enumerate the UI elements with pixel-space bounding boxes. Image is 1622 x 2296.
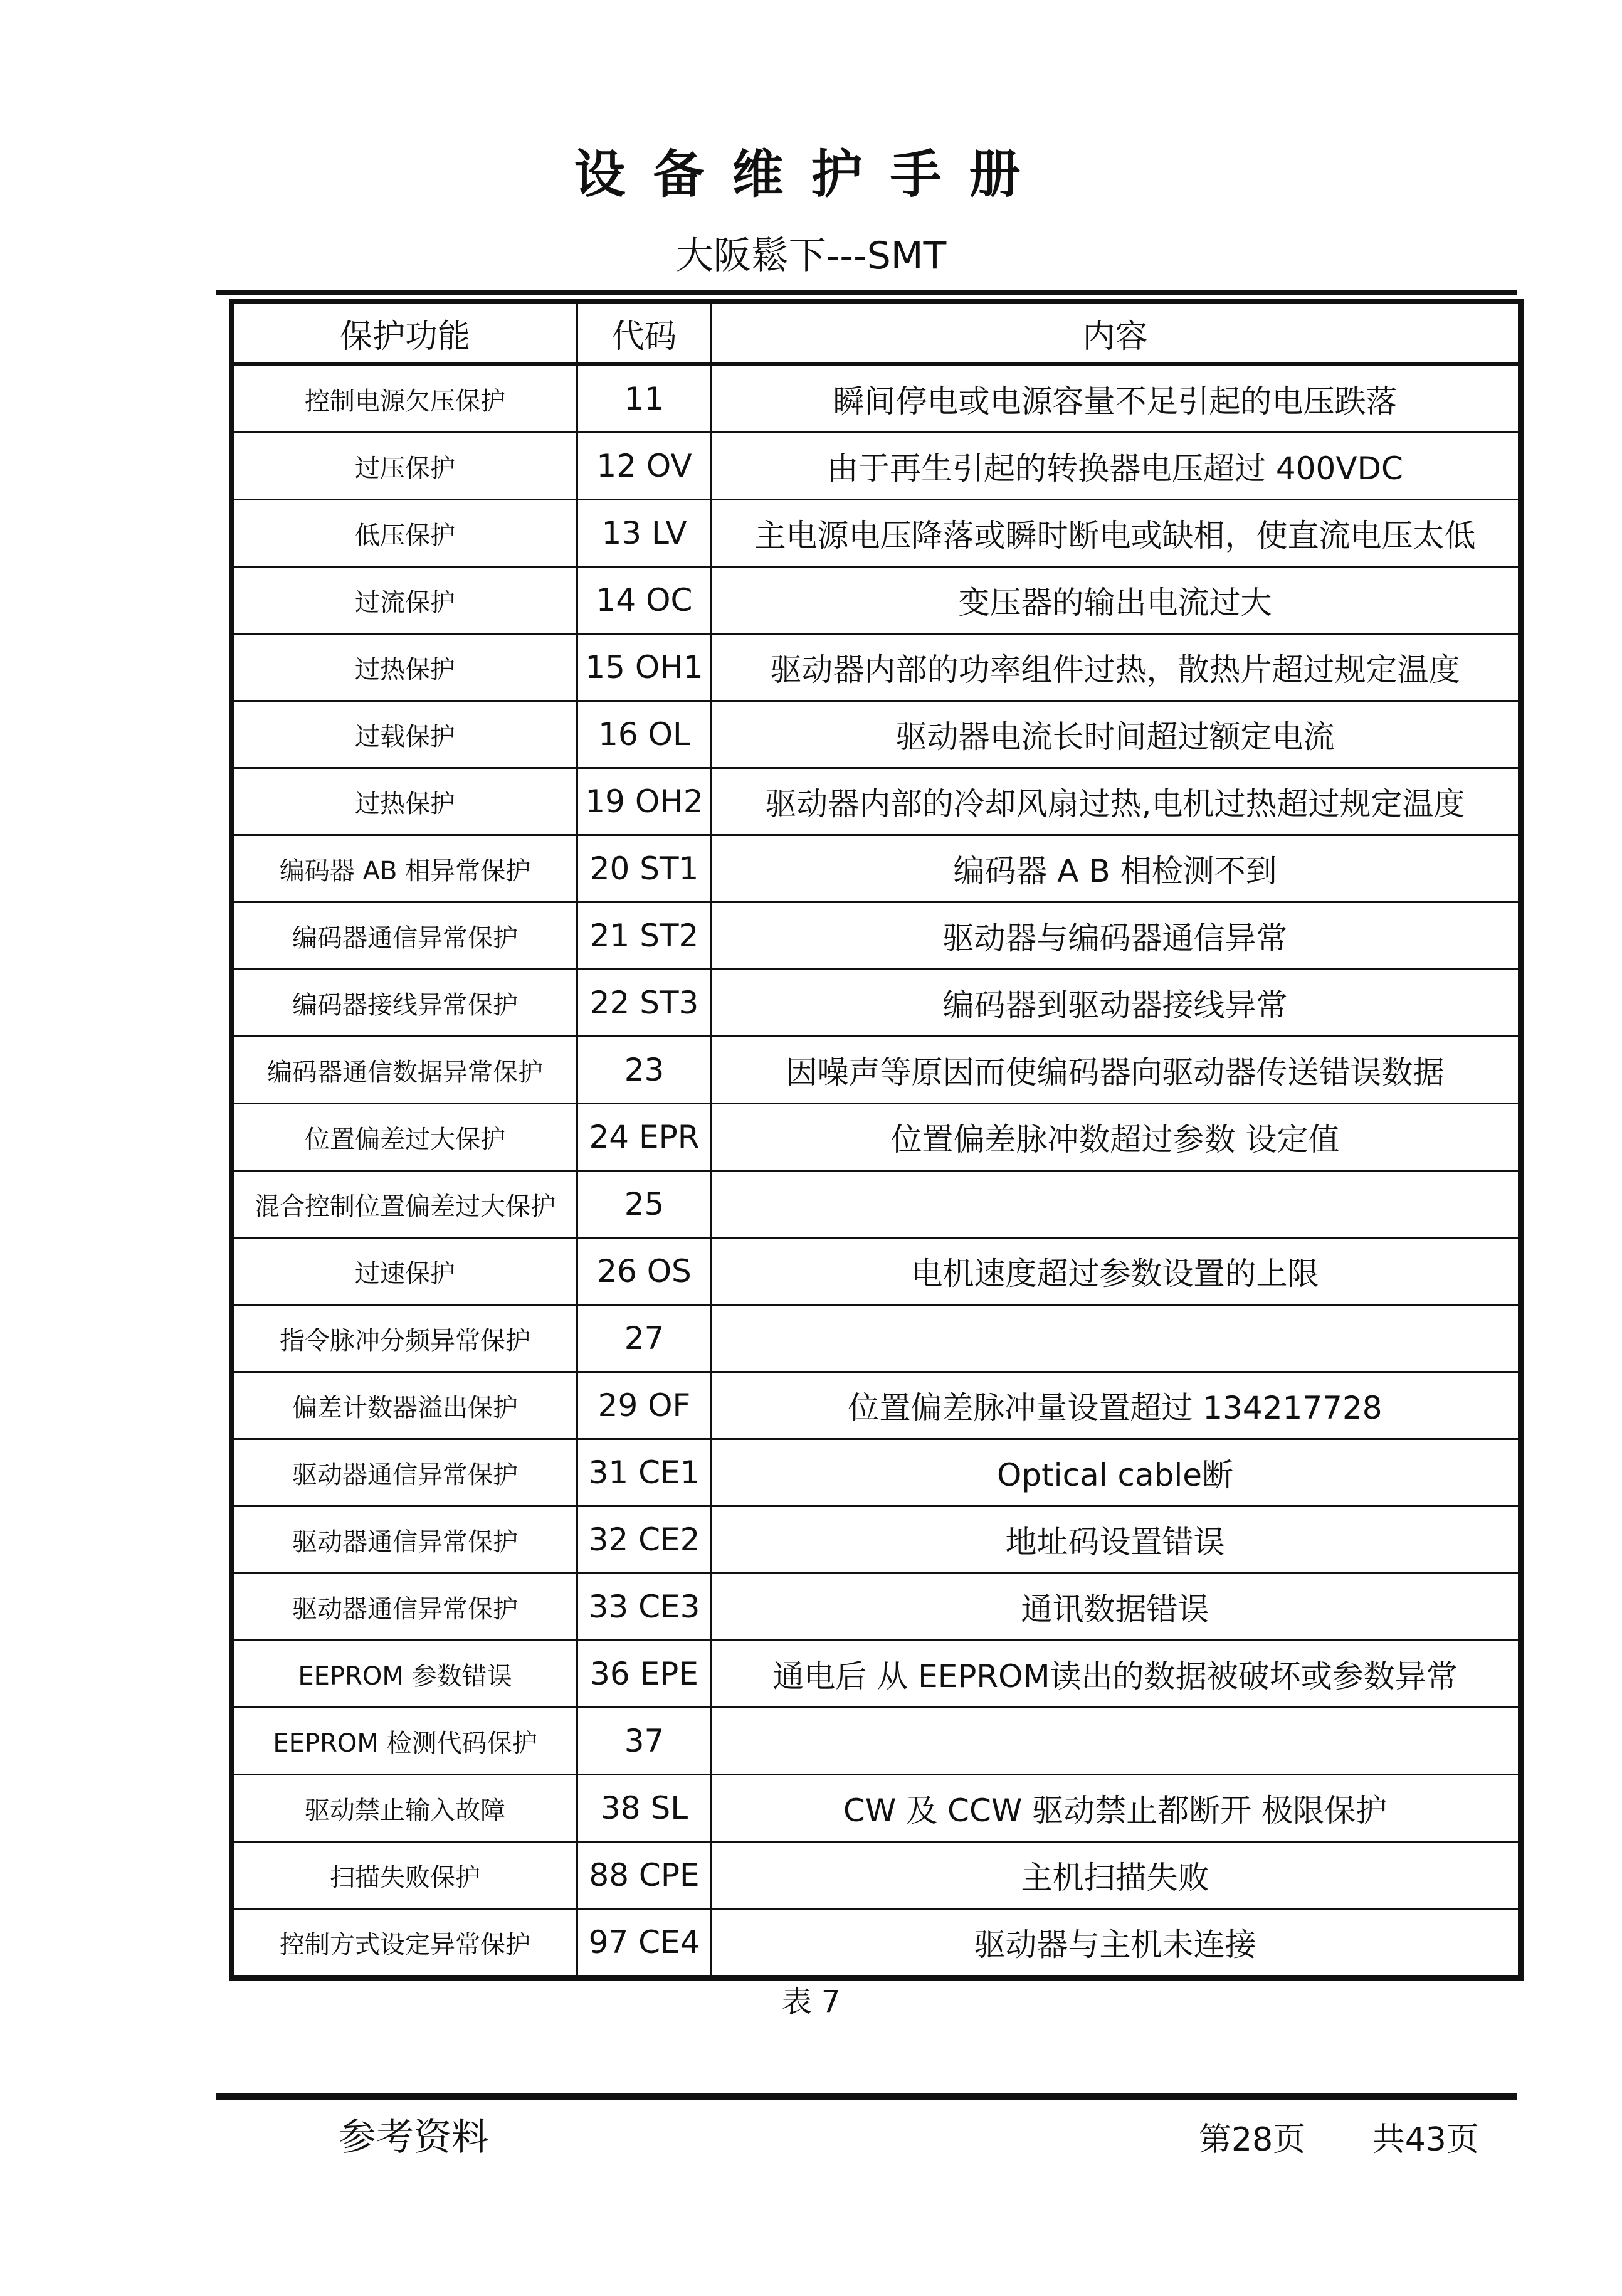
cell-content: 通电后 从 EEPROM读出的数据被破坏或参数异常	[712, 1641, 1519, 1708]
cell-content: 驱动器与主机未连接	[712, 1909, 1519, 1976]
cell-code: 31 CE1	[577, 1439, 712, 1506]
cell-code: 16 OL	[577, 701, 712, 768]
cell-content: 驱动器内部的功率组件过热，散热片超过规定温度	[712, 634, 1519, 701]
cell-content	[712, 1171, 1519, 1238]
cell-code: 11	[577, 364, 712, 433]
cell-code: 33 CE3	[577, 1574, 712, 1641]
cell-function: EEPROM 参数错误	[233, 1641, 577, 1708]
cell-content: 驱动器与编码器通信异常	[712, 902, 1519, 970]
table-row	[233, 701, 1519, 768]
cell-content: Optical cable断	[712, 1439, 1519, 1506]
cell-code: 12 OV	[577, 433, 712, 500]
cell-code: 97 CE4	[577, 1909, 712, 1976]
cell-content: 编码器 A B 相检测不到	[712, 835, 1519, 902]
table-row	[233, 1305, 1519, 1372]
cell-content	[712, 1708, 1519, 1775]
table-row	[233, 1439, 1519, 1506]
cell-function: 混合控制位置偏差过大保护	[233, 1171, 577, 1238]
cell-content: CW 及 CCW 驱动禁止都断开 极限保护	[712, 1775, 1519, 1842]
cell-content	[712, 1305, 1519, 1372]
cell-function: 指令脉冲分频异常保护	[233, 1305, 577, 1372]
cell-function: 驱动器通信异常保护	[233, 1506, 577, 1574]
cell-function: 过速保护	[233, 1238, 577, 1305]
table-row	[233, 364, 1519, 433]
cell-code: 32 CE2	[577, 1506, 712, 1574]
cell-code: 37	[577, 1708, 712, 1775]
cell-function: 过载保护	[233, 701, 577, 768]
cell-function: 驱动禁止输入故障	[233, 1775, 577, 1842]
cell-code: 21 ST2	[577, 902, 712, 970]
cell-code: 13 LV	[577, 500, 712, 567]
table-row	[233, 902, 1519, 970]
cell-code: 20 ST1	[577, 835, 712, 902]
table-row	[233, 500, 1519, 567]
footer-page-total: 共43页	[1372, 2121, 1479, 2159]
cell-code: 23	[577, 1037, 712, 1104]
cell-function: 位置偏差过大保护	[233, 1104, 577, 1171]
cell-code: 19 OH2	[577, 768, 712, 835]
cell-content: 位置偏差脉冲数超过参数 设定值	[712, 1104, 1519, 1171]
cell-function: 偏差计数器溢出保护	[233, 1372, 577, 1439]
table-row	[233, 567, 1519, 634]
cell-code: 22 ST3	[577, 970, 712, 1037]
cell-code: 14 OC	[577, 567, 712, 634]
cell-code: 25	[577, 1171, 712, 1238]
table-row	[233, 1506, 1519, 1574]
cell-function: 过流保护	[233, 567, 577, 634]
cell-content: 因噪声等原因而使编码器向驱动器传送错误数据	[712, 1037, 1519, 1104]
cell-code: 88 CPE	[577, 1842, 712, 1909]
cell-function: 低压保护	[233, 500, 577, 567]
protection-table-container	[229, 299, 1524, 1981]
cell-content: 由于再生引起的转换器电压超过 400VDC	[712, 433, 1519, 500]
cell-content: 变压器的输出电流过大	[712, 567, 1519, 634]
document-title: 设备维护手册	[574, 145, 1048, 204]
cell-function: EEPROM 检测代码保护	[233, 1708, 577, 1775]
cell-code: 15 OH1	[577, 634, 712, 701]
table-row	[233, 1909, 1519, 1976]
cell-code: 38 SL	[577, 1775, 712, 1842]
cell-content: 主机扫描失败	[712, 1842, 1519, 1909]
footer-pagination	[1199, 2121, 1479, 2159]
table-row	[233, 1037, 1519, 1104]
bottom-rule	[216, 2093, 1517, 2100]
cell-content: 通讯数据错误	[712, 1574, 1519, 1641]
cell-code: 29 OF	[577, 1372, 712, 1439]
table-row	[233, 634, 1519, 701]
cell-content: 瞬间停电或电源容量不足引起的电压跌落	[712, 364, 1519, 433]
document-subtitle: 大阪鬆下---SMT	[675, 234, 947, 278]
table-row	[233, 1775, 1519, 1842]
table-row	[233, 970, 1519, 1037]
cell-content: 编码器到驱动器接线异常	[712, 970, 1519, 1037]
footer-page-number: 第28页	[1199, 2121, 1306, 2159]
cell-function: 驱动器通信异常保护	[233, 1439, 577, 1506]
cell-function: 控制电源欠压保护	[233, 364, 577, 433]
cell-function: 过压保护	[233, 433, 577, 500]
top-rule	[216, 290, 1517, 295]
table-row	[233, 835, 1519, 902]
cell-content: 主电源电压降落或瞬时断电或缺相，使直流电压太低	[712, 500, 1519, 567]
table-row	[233, 1708, 1519, 1775]
cell-function: 编码器通信异常保护	[233, 902, 577, 970]
cell-function: 驱动器通信异常保护	[233, 1574, 577, 1641]
cell-code: 24 EPR	[577, 1104, 712, 1171]
cell-function: 编码器通信数据异常保护	[233, 1037, 577, 1104]
cell-function: 扫描失败保护	[233, 1842, 577, 1909]
cell-content: 地址码设置错误	[712, 1506, 1519, 1574]
cell-function: 控制方式设定异常保护	[233, 1909, 577, 1976]
table-row	[233, 433, 1519, 500]
table-row	[233, 768, 1519, 835]
cell-function: 过热保护	[233, 634, 577, 701]
table-row	[233, 1372, 1519, 1439]
table-row	[233, 1171, 1519, 1238]
header-function: 保护功能	[233, 303, 577, 365]
cell-content: 电机速度超过参数设置的上限	[712, 1238, 1519, 1305]
cell-code: 27	[577, 1305, 712, 1372]
table-row	[233, 1842, 1519, 1909]
footer-reference: 参考资料	[339, 2115, 489, 2159]
table-caption: 表 7	[781, 1984, 841, 2019]
cell-function: 编码器 AB 相异常保护	[233, 835, 577, 902]
table-header-row	[233, 303, 1519, 365]
cell-function: 过热保护	[233, 768, 577, 835]
table-row	[233, 1641, 1519, 1708]
header-code: 代码	[577, 303, 712, 365]
cell-content: 驱动器电流长时间超过额定电流	[712, 701, 1519, 768]
cell-content: 位置偏差脉冲量设置超过 134217728	[712, 1372, 1519, 1439]
table-row	[233, 1574, 1519, 1641]
table-body	[233, 364, 1519, 1976]
protection-table	[232, 302, 1520, 1977]
cell-code: 36 EPE	[577, 1641, 712, 1708]
header-content: 内容	[712, 303, 1519, 365]
cell-function: 编码器接线异常保护	[233, 970, 577, 1037]
cell-code: 26 OS	[577, 1238, 712, 1305]
table-row	[233, 1104, 1519, 1171]
cell-content: 驱动器内部的冷却风扇过热,电机过热超过规定温度	[712, 768, 1519, 835]
table-row	[233, 1238, 1519, 1305]
